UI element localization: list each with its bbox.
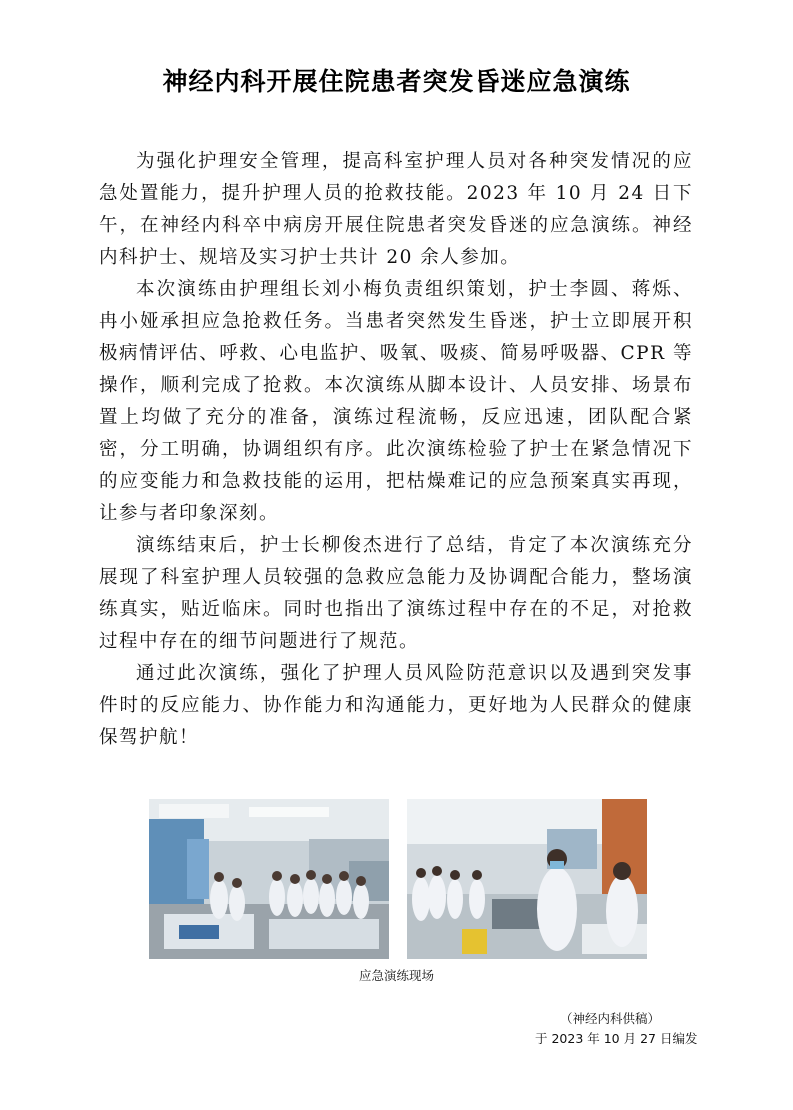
issue-date-note: 于 2023 年 10 月 27 日编发	[535, 1031, 698, 1046]
paragraph: 演练结束后，护士长柳俊杰进行了总结，肯定了本次演练充分展现了科室护理人员较强的急救应急能力及协调配合能力，整场演练真实，贴近临床。同时也指出了演练过程中存在的不足，对抢救过程中存在的细节问题进行了规范。	[99, 535, 693, 652]
photo-group	[149, 799, 649, 959]
drill-scene-photo-left	[149, 799, 389, 959]
paragraph: 本次演练由护理组长刘小梅负责组织策划，护士李圆、蒋烁、冉小娅承担应急抢救任务。当患者突然发生昏迷，护士立即展开积极病情评估、呼救、心电监护、吸氧、吸痰、简易呼吸器、CPR 等操作，顺利完成了抢救。本次演练从脚本设计、人员安排、场景布置上均做了充分的准备，演练过程流畅，反应迅速，团队配合紧密，分工明确，协调组织有序。此次演练检验了护士在紧急情况下的应变能力和急救技能的运用，把枯燥难记的应急预案真实再现，让参与者印象深刻。	[99, 279, 693, 524]
photo-caption: 应急演练现场	[358, 968, 434, 983]
drill-scene-photo-right	[407, 799, 647, 959]
paragraph: 通过此次演练，强化了护理人员风险防范意识以及遇到突发事件时的反应能力、协作能力和沟通能力，更好地为人民群众的健康保驾护航！	[99, 663, 693, 748]
document-title: 神经内科开展住院患者突发昏迷应急演练	[162, 67, 631, 96]
article-body	[99, 146, 693, 754]
source-note: （神经内科供稿）	[560, 1011, 661, 1026]
paragraph: 为强化护理安全管理，提高科室护理人员对各种突发情况的应急处置能力，提升护理人员的抢救技能。2023 年 10 月 24 日下午，在神经内科卒中病房开展住院患者突发昏迷的应急演练。神经内科护士、规培及实习护士共计 20 余人参加。	[99, 151, 693, 268]
